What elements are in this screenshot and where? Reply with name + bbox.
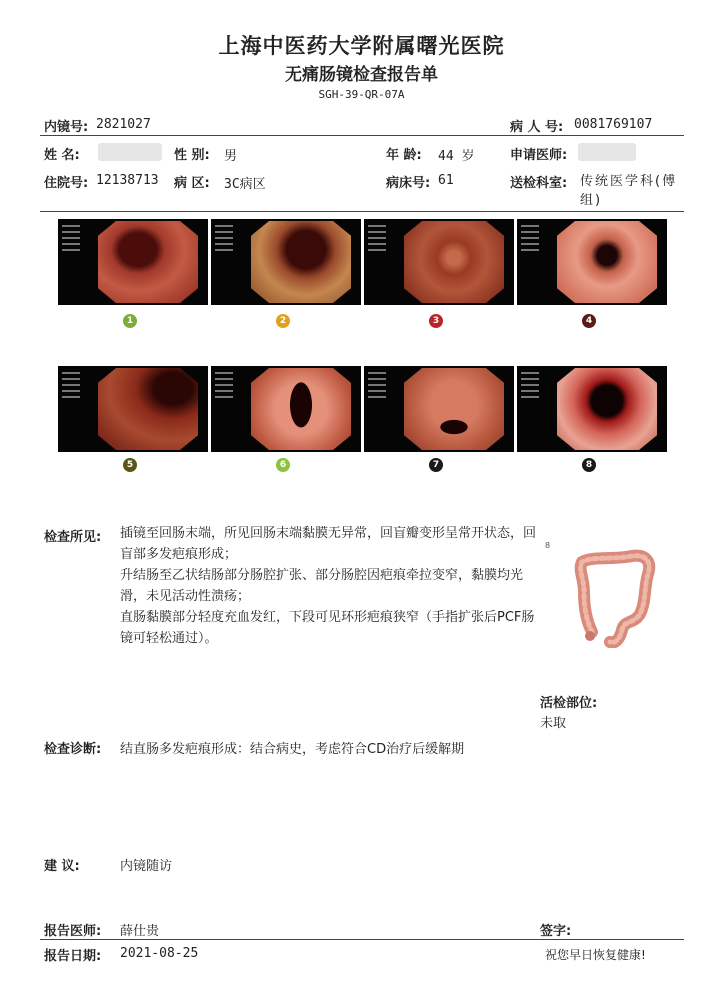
doctor-redaction xyxy=(578,143,636,161)
dept-value: 传统医学科(傅组) xyxy=(580,174,678,208)
form-code: SGH-39-QR-07A xyxy=(318,88,405,101)
report-doctor: 薛仕贵 xyxy=(120,924,160,939)
advice-label: 建 议: xyxy=(44,859,80,874)
name-label: 姓 名: xyxy=(44,148,80,163)
sex-value: 男 xyxy=(224,149,238,164)
findings-text xyxy=(120,523,540,649)
endoscopy-image-8 xyxy=(517,366,667,452)
wish-text: 祝您早日恢复健康! xyxy=(545,948,646,962)
endoscopy-image-5 xyxy=(58,366,208,452)
admission-label: 住院号: xyxy=(44,176,89,191)
biopsy-value: 未取 xyxy=(540,716,567,731)
biopsy-label: 活检部位: xyxy=(540,696,598,711)
diagram-marker: 8 xyxy=(545,541,551,550)
report-date-label: 报告日期: xyxy=(44,949,102,964)
name-redaction xyxy=(98,143,162,161)
image-number-5: 5 xyxy=(123,458,137,472)
diagnosis-label: 检查诊断: xyxy=(44,742,102,757)
image-number-6: 6 xyxy=(276,458,290,472)
report-title: 无痛肠镜检查报告单 xyxy=(285,65,438,85)
sex-label: 性 别: xyxy=(174,148,210,163)
endoscopy-image-7 xyxy=(364,366,514,452)
report-date: 2021-08-25 xyxy=(120,946,199,961)
divider-bottom xyxy=(40,939,684,940)
findings-label: 检查所见: xyxy=(44,530,102,545)
findings-paragraph-3: 直肠黏膜部分轻度充血发红，下段可见环形疤痕狭窄（手指扩张后PCF肠镜可轻松通过）。 xyxy=(120,610,535,646)
doctor-label: 申请医师: xyxy=(510,148,568,163)
divider-images xyxy=(40,211,684,212)
report-doctor-label: 报告医师: xyxy=(44,924,102,939)
endoscopy-image-1 xyxy=(58,219,208,305)
ward-value: 3C病区 xyxy=(224,177,266,192)
advice-value: 内镜随访 xyxy=(120,859,173,874)
admission-no: 12138713 xyxy=(96,173,159,188)
hospital-name: 上海中医药大学附属曙光医院 xyxy=(218,34,505,58)
divider-top xyxy=(40,135,684,136)
findings-paragraph-2: 升结肠至乙状结肠部分肠腔扩张、部分肠腔因疤痕牵拉变窄，黏膜均光滑，未见活动性溃疡； xyxy=(120,568,524,604)
ward-label: 病 区: xyxy=(174,176,210,191)
endoscopy-image-4 xyxy=(517,219,667,305)
image-number-7: 7 xyxy=(429,458,443,472)
image-number-4: 4 xyxy=(582,314,596,328)
age-value: 44 岁 xyxy=(438,149,475,164)
patient-no-label: 病 人 号: xyxy=(510,120,564,135)
signature-label: 签字: xyxy=(540,924,572,939)
endoscope-no-label: 内镜号: xyxy=(44,120,89,135)
endoscope-no: 2821027 xyxy=(96,117,151,132)
image-number-3: 3 xyxy=(429,314,443,328)
image-number-8: 8 xyxy=(582,458,596,472)
diagnosis-value: 结直肠多发疤痕形成：结合病史，考虑符合CD治疗后缓解期 xyxy=(120,742,465,757)
endoscopy-image-3 xyxy=(364,219,514,305)
patient-no: 0081769107 xyxy=(574,117,653,132)
dept-label: 送检科室: xyxy=(510,176,568,191)
bed-value: 61 xyxy=(438,173,454,188)
age-label: 年 龄: xyxy=(386,148,422,163)
endoscopy-image-6 xyxy=(211,366,361,452)
image-number-2: 2 xyxy=(276,314,290,328)
image-number-1: 1 xyxy=(123,314,137,328)
colon-diagram xyxy=(562,540,662,648)
endoscopy-image-2 xyxy=(211,219,361,305)
findings-paragraph-1: 插镜至回肠末端，所见回肠末端黏膜无异常，回盲瓣变形呈常开状态，回盲部多发疤痕形成； xyxy=(120,526,537,562)
bed-label: 病床号: xyxy=(386,176,431,191)
